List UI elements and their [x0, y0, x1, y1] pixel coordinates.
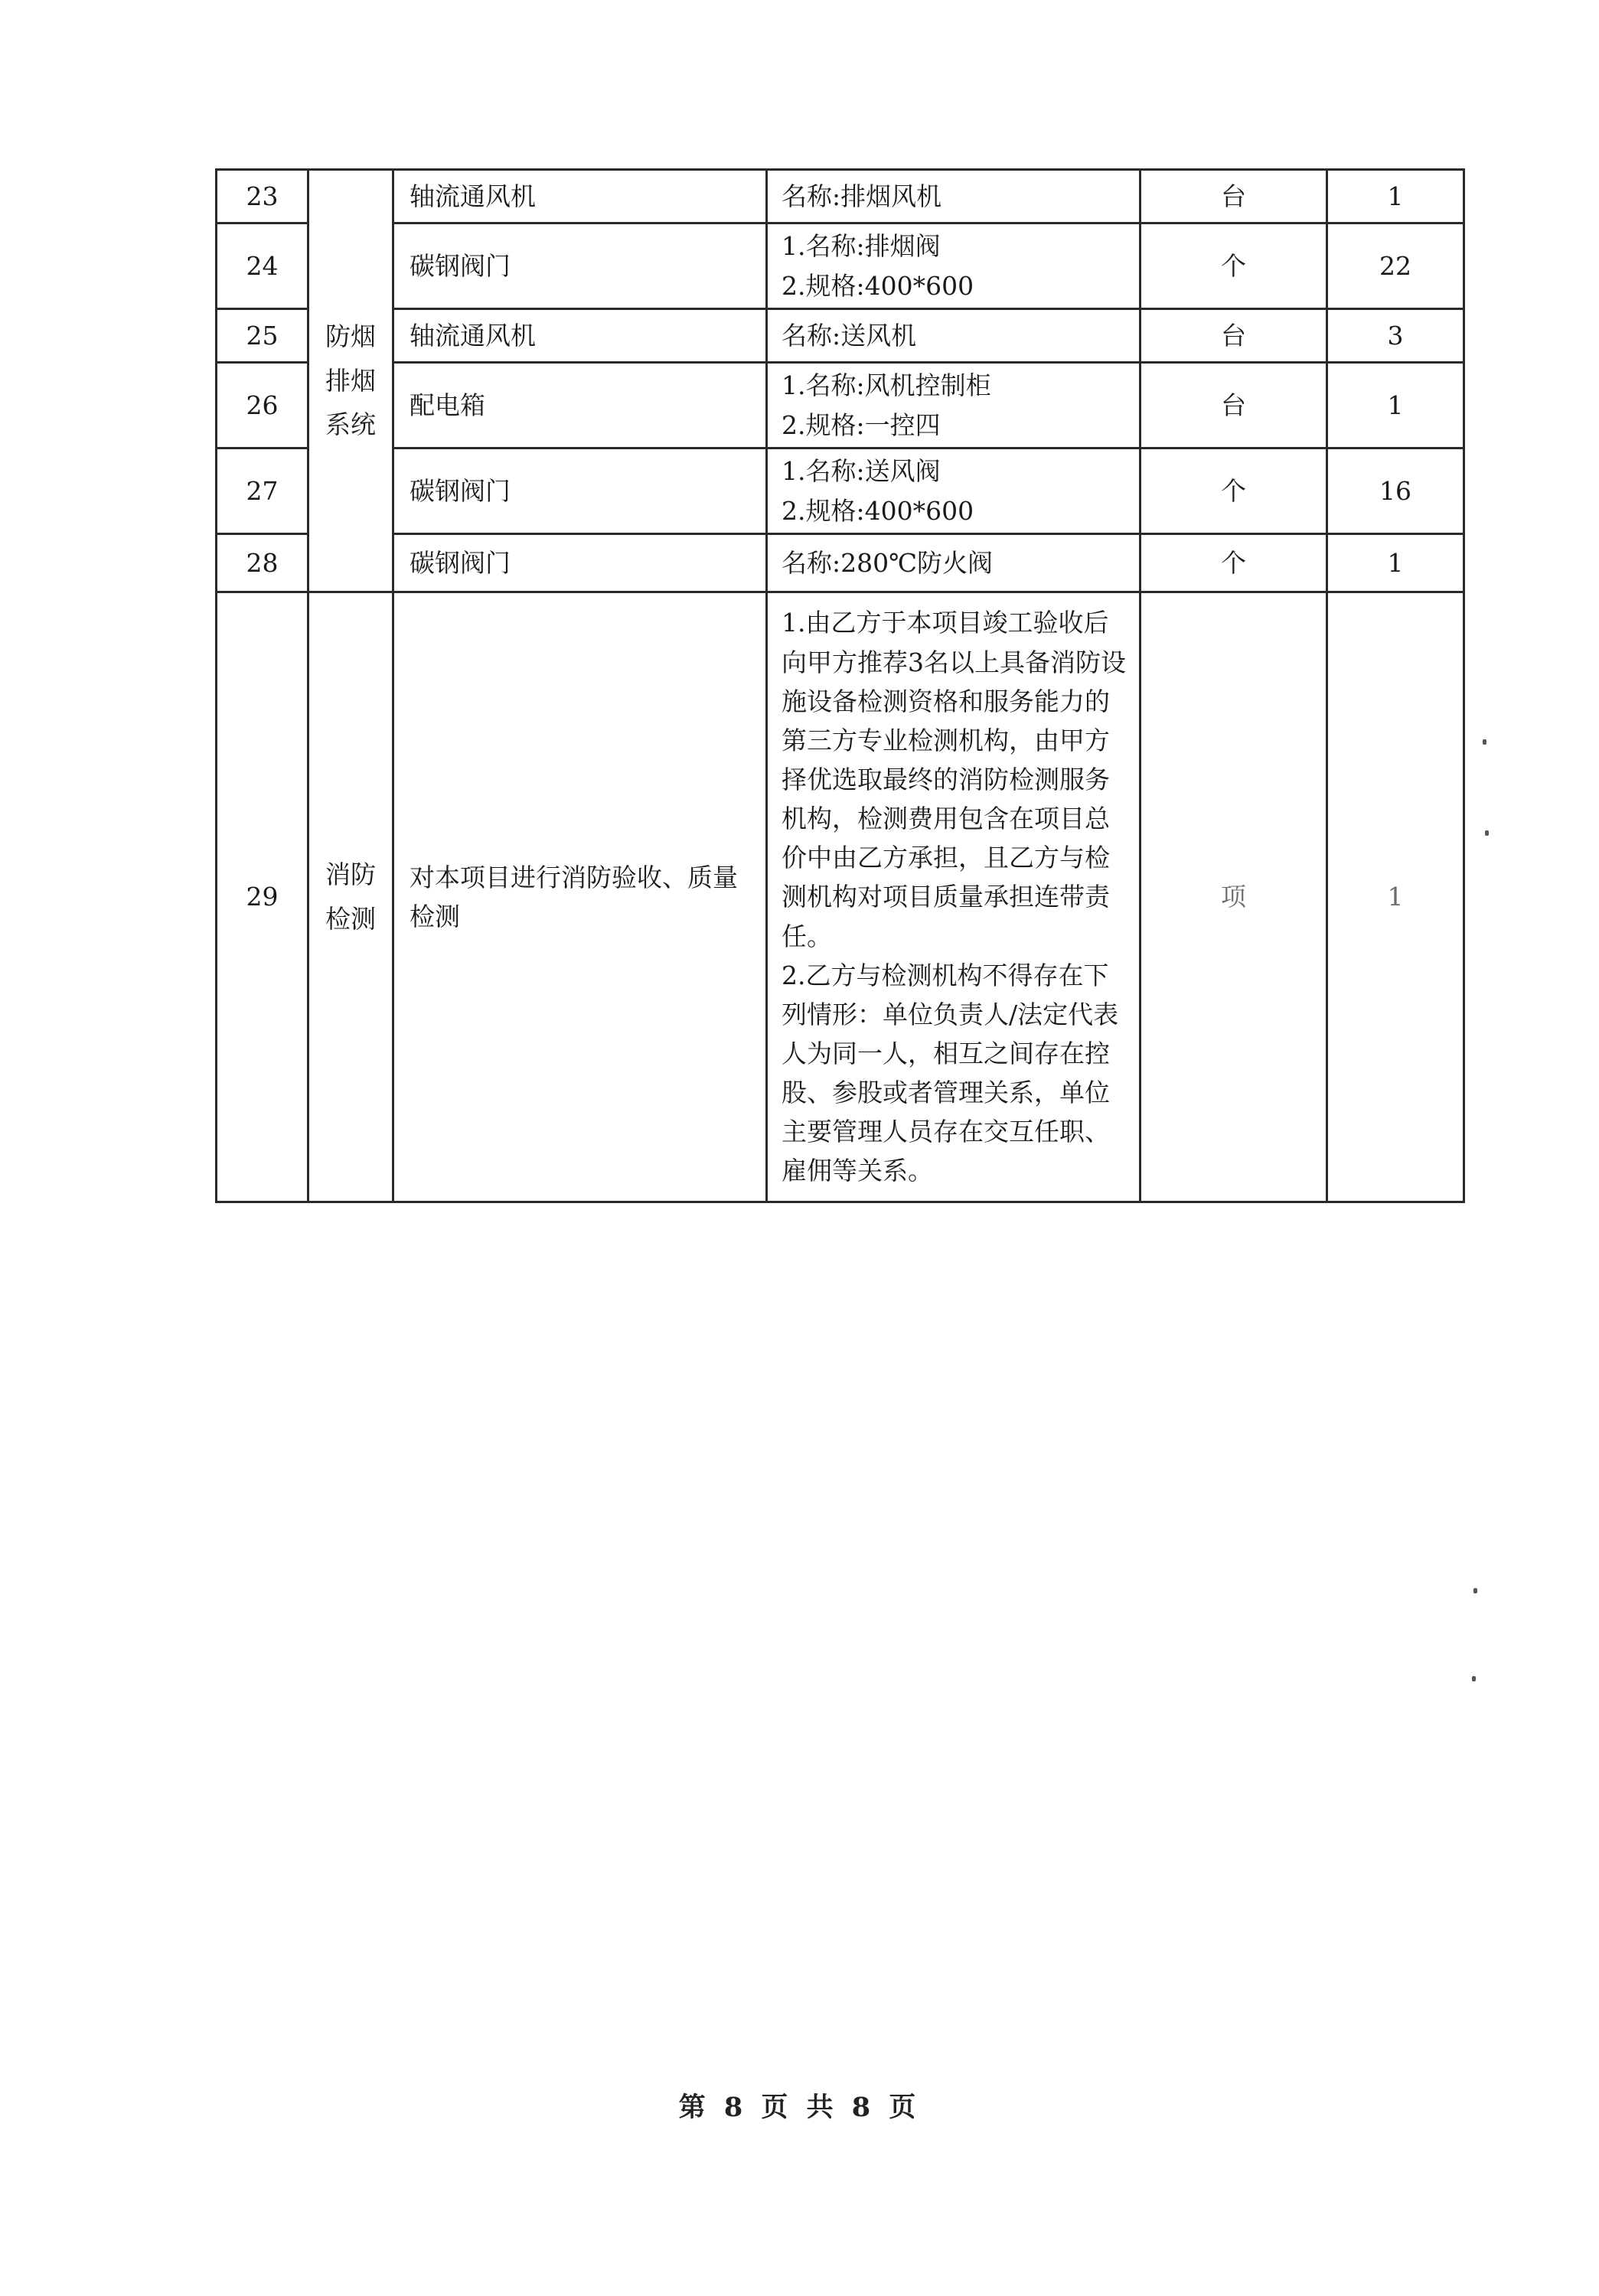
scan-speck [1473, 1588, 1477, 1593]
description-line: 1.名称:送风阀 [782, 456, 941, 487]
description-line: 1.名称:排烟阀 [782, 231, 941, 262]
item-quantity: 1 [1327, 592, 1464, 1202]
item-name: 轴流通风机 [393, 309, 767, 363]
description-line: 名称:送风机 [782, 320, 917, 351]
item-quantity: 1 [1327, 170, 1464, 223]
scan-speck [1483, 739, 1486, 745]
row-number: 24 [217, 223, 308, 309]
item-name: 碳钢阀门 [393, 448, 767, 534]
item-unit: 台 [1141, 363, 1327, 448]
item-description [767, 363, 1141, 448]
table-row [217, 448, 1464, 534]
table-row [217, 534, 1464, 592]
item-description [767, 309, 1141, 363]
item-unit: 个 [1141, 223, 1327, 309]
item-name: 轴流通风机 [393, 170, 767, 223]
description-line: 1.名称:风机控制柜 [782, 370, 991, 401]
item-quantity: 1 [1327, 534, 1464, 592]
item-name: 配电箱 [393, 363, 767, 448]
description-paragraph: 2.乙方与检测机构不得存在下列情形：单位负责人/法定代表人为同一人，相互之间存在控股、参股或者管理关系，单位主要管理人员存在交互任职、雇佣等关系。 [782, 960, 1119, 1186]
item-unit: 台 [1141, 309, 1327, 363]
description-line: 2.规格:400*600 [782, 495, 974, 526]
item-name: 碳钢阀门 [393, 223, 767, 309]
table-row [217, 170, 1464, 223]
table-row [217, 592, 1464, 1202]
category-label: 消防检测 [325, 859, 376, 934]
description-line: 2.规格:400*600 [782, 270, 974, 301]
item-quantity: 1 [1327, 363, 1464, 448]
item-name: 碳钢阀门 [393, 534, 767, 592]
row-number: 27 [217, 448, 308, 534]
description-line: 名称:280℃防火阀 [782, 547, 994, 578]
item-unit: 台 [1141, 170, 1327, 223]
item-description [767, 534, 1141, 592]
row-number: 23 [217, 170, 308, 223]
category-cell [308, 170, 393, 592]
item-description [767, 223, 1141, 309]
item-description [767, 592, 1141, 1202]
row-number: 26 [217, 363, 308, 448]
item-description [767, 448, 1141, 534]
scan-speck [1472, 1676, 1476, 1681]
item-quantity: 3 [1327, 309, 1464, 363]
item-unit: 项 [1141, 592, 1327, 1202]
row-number: 28 [217, 534, 308, 592]
item-name: 对本项目进行消防验收、质量检测 [393, 592, 767, 1202]
item-unit: 个 [1141, 448, 1327, 534]
category-label: 防烟排烟系统 [325, 321, 376, 440]
description-line: 名称:排烟风机 [782, 181, 942, 211]
scan-speck [1485, 830, 1489, 836]
item-quantity: 22 [1327, 223, 1464, 309]
item-quantity: 16 [1327, 448, 1464, 534]
page-number-footer: 第 8 页 共 8 页 [678, 2092, 921, 2123]
table-row [217, 363, 1464, 448]
bill-of-quantities-table [215, 168, 1465, 1203]
item-description [767, 170, 1141, 223]
table-row [217, 223, 1464, 309]
table-row [217, 309, 1464, 363]
category-cell [308, 592, 393, 1202]
item-unit: 个 [1141, 534, 1327, 592]
row-number: 25 [217, 309, 308, 363]
row-number: 29 [217, 592, 308, 1202]
description-paragraph: 1.由乙方于本项目竣工验收后向甲方推荐3名以上具备消防设施设备检测资格和服务能力的第三方专业检测机构，由甲方择优选取最终的消防检测服务机构，检测费用包含在项目总价中由乙方承担，且乙方与检测机构对项目质量承担连带责任。 [782, 608, 1126, 951]
description-line: 2.规格:一控四 [782, 409, 941, 440]
